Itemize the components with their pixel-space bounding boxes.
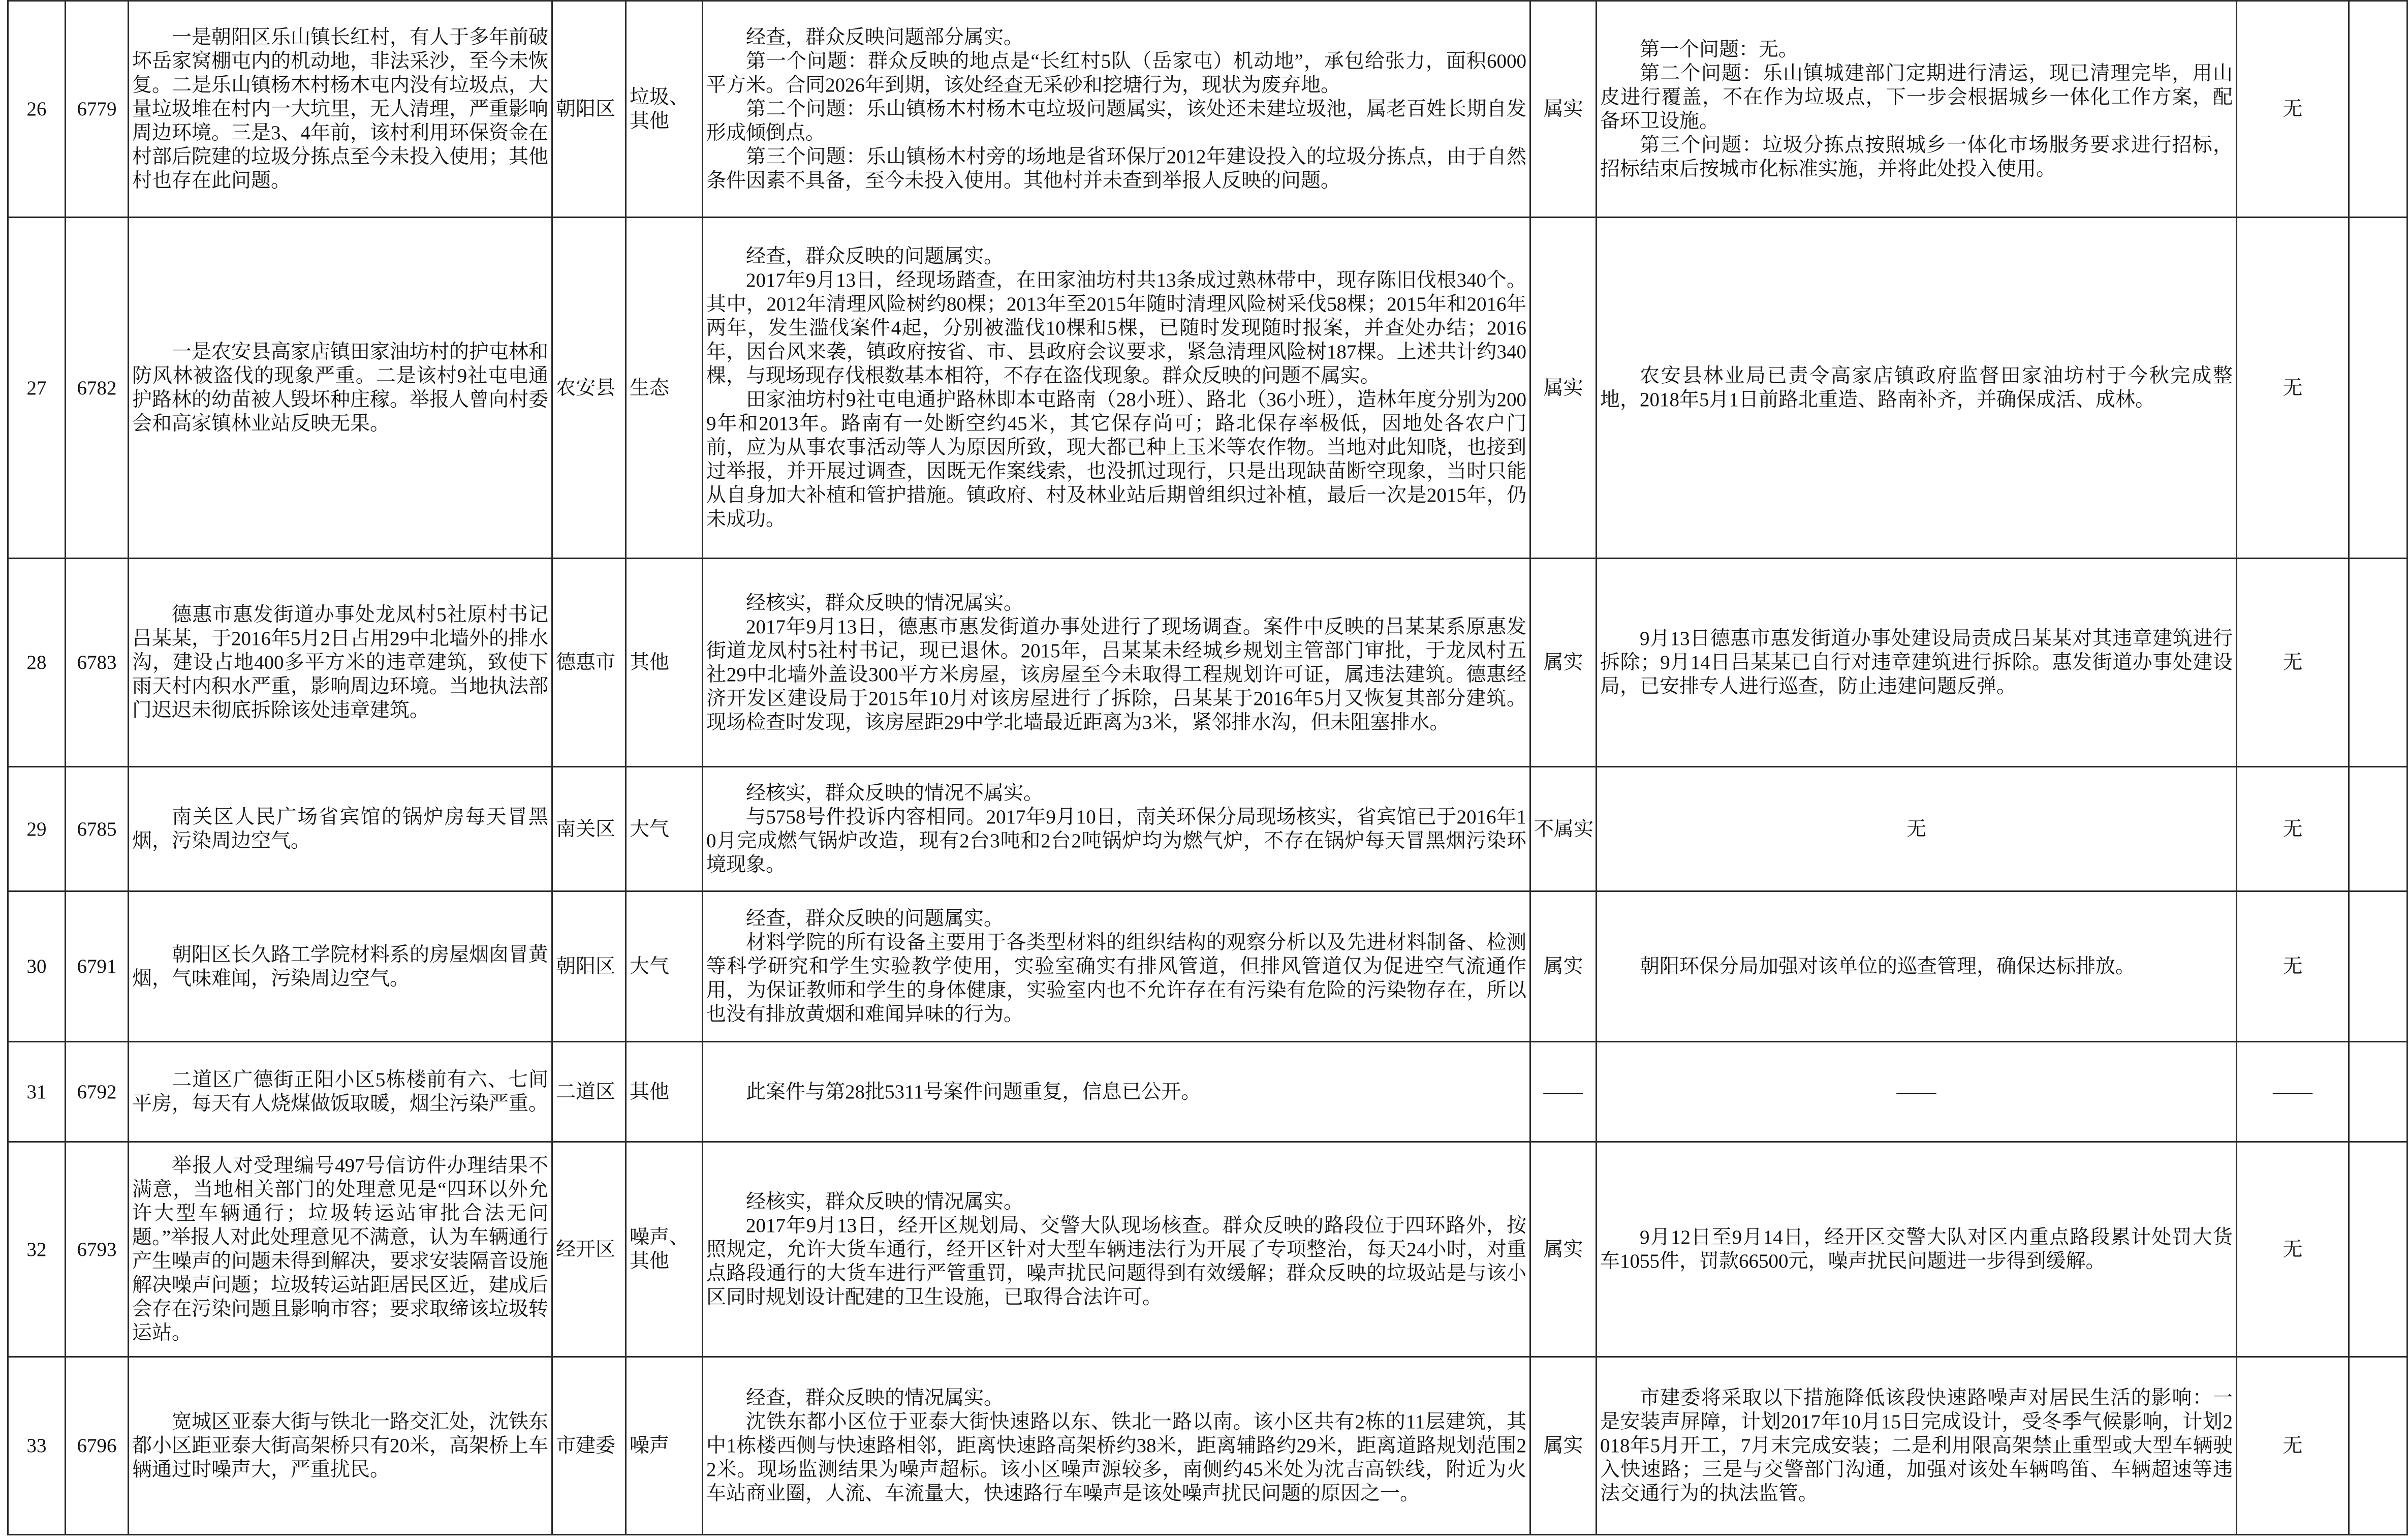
pollution-category: 垃圾、其他 [626, 1, 703, 218]
remark-cell [2349, 559, 2407, 767]
pollution-category: 生态 [626, 218, 703, 559]
table-row [8, 1042, 2407, 1142]
accountability: 无 [2237, 891, 2349, 1042]
investigation-paragraph: 经核实，群众反映的情况属实。 [746, 1190, 1024, 1213]
complaint-content [129, 1142, 552, 1357]
district: 朝阳区 [552, 891, 626, 1042]
handling-paragraph: 朝阳环保分局加强对该单位的巡查管理，确保达标排放。 [1640, 956, 2136, 977]
investigation-findings [703, 767, 1530, 891]
complaint-text: 朝阳区长久路工学院材料系的房屋烟囱冒黄烟，气味难闻，污染周边空气。 [132, 943, 549, 990]
case-id: 6783 [66, 559, 129, 767]
table-row [8, 1142, 2407, 1357]
pollution-category: 大气 [626, 891, 703, 1042]
verdict: 不属实 [1530, 767, 1597, 891]
district: 农安县 [552, 218, 626, 559]
case-id: 6782 [66, 218, 129, 559]
complaint-text: 宽城区亚泰大街与铁北一路交汇处，沈铁东都小区距亚泰大街高架桥只有20米，高架桥上车辆通过时噪声大，严重扰民。 [132, 1411, 549, 1481]
pollution-category: 其他 [626, 1042, 703, 1142]
investigation-findings [703, 1142, 1530, 1357]
row-number: 33 [8, 1357, 66, 1535]
investigation-paragraph: 经查，群众反映的情况属实。 [746, 1387, 1004, 1409]
complaint-content [129, 559, 552, 767]
handling-measures [1597, 1, 2237, 218]
table-row [8, 1357, 2407, 1535]
verdict: 属实 [1530, 891, 1597, 1042]
handling-paragraph: 第三个问题：垃圾分拣点按照城乡一体化市场服务要求进行招标，招标结束后按城市化标准实施，并将此处投入使用。 [1600, 134, 2233, 180]
handling-paragraph: 9月13日德惠市惠发街道办事处建设局责成吕某某对其违章建筑进行拆除；9月14日吕某某已自行对违章建筑进行拆除。惠发街道办事处建设局，已安排专人进行巡查，防止违建问题反弹。 [1600, 628, 2233, 697]
pollution-category: 噪声 [626, 1357, 703, 1535]
remark-cell [2349, 1042, 2407, 1142]
row-number: 31 [8, 1042, 66, 1142]
handling-measures [1597, 1357, 2237, 1535]
remark-cell [2349, 767, 2407, 891]
accountability: 无 [2237, 767, 2349, 891]
row-number: 30 [8, 891, 66, 1042]
case-id: 6785 [66, 767, 129, 891]
handling-measures: 无 [1597, 767, 2237, 891]
verdict: 属实 [1530, 1142, 1597, 1357]
investigation-paragraph: 2017年9月13日，经开区规划局、交警大队现场核查。群众反映的路段位于四环路外，按照规定，允许大货车通行，经开区针对大型车辆违法行为开展了专项整治，每天24小时，对重点路段通行的大货车进行严管重罚，噪声扰民问题得到有效缓解；群众反映的垃圾站是与该小区同时规划设计配建的卫生设施，已取得合法许可。 [706, 1214, 1526, 1308]
handling-measures [1597, 891, 2237, 1042]
row-number: 27 [8, 218, 66, 559]
remark-cell [2349, 1, 2407, 218]
remark-cell [2349, 218, 2407, 559]
investigation-findings [703, 1042, 1530, 1142]
complaint-text: 一是朝阳区乐山镇长红村，有人于多年前破坏岳家窝棚屯内的机动地，非法采沙，至今未恢复。二是乐山镇杨木村杨木屯内没有垃圾点，大量垃圾堆在村内一大坑里，无人清理，严重影响周边环境。三是3、4年前，该村利用环保资金在村部后院建的垃圾分拣点至今未投入使用；其他村也存在此问题。 [132, 26, 549, 192]
investigation-paragraph: 经核实，群众反映的情况不属实。 [746, 782, 1044, 804]
investigation-paragraph: 第二个问题：乐山镇杨木村杨木屯垃圾问题属实，该处还未建垃圾池，属老百姓长期自发形成倾倒点。 [706, 98, 1526, 144]
district: 市建委 [552, 1357, 626, 1535]
case-id: 6793 [66, 1142, 129, 1357]
accountability: 无 [2237, 1, 2349, 218]
accountability: 无 [2237, 218, 2349, 559]
district: 经开区 [552, 1142, 626, 1357]
table-row [8, 1, 2407, 218]
investigation-paragraph: 经查，群众反映问题部分属实。 [746, 26, 1024, 48]
handling-measures: —— [1597, 1042, 2237, 1142]
complaint-content [129, 218, 552, 559]
row-number: 28 [8, 559, 66, 767]
investigation-paragraph: 经查，群众反映的问题属实。 [746, 908, 1004, 930]
district: 朝阳区 [552, 1, 626, 218]
investigation-paragraph: 与5758号件投诉内容相同。2017年9月10日，南关环保分局现场核实，省宾馆已于2016年10月完成燃气锅炉改造，现有2台3吨和2台2吨锅炉均为燃气炉，不存在锅炉每天冒黑烟污染环境现象。 [706, 806, 1526, 876]
investigation-paragraph: 沈铁东都小区位于亚泰大街快速路以东、铁北一路以南。该小区共有2栋的11层建筑，其中1栋楼西侧与快速路相邻，距离快速路高架桥约38米，距离辅路约29米，距离道路规划范围22米。现场监测结果为噪声超标。该小区噪声源较多，南侧约45米处为沈吉高铁线，附近为火车站商业圈，人流、车流量大，快速路行车噪声是该处噪声扰民问题的原因之一。 [706, 1411, 1526, 1504]
complaint-content [129, 1, 552, 218]
complaint-content [129, 1357, 552, 1535]
investigation-paragraph: 第一个问题：群众反映的地点是“长红村5队（岳家屯）机动地”，承包给张力，面积6000平方米。合同2026年到期，该处经查无采砂和挖塘行为，现状为废弃地。 [706, 50, 1526, 96]
case-id: 6796 [66, 1357, 129, 1535]
investigation-findings [703, 218, 1530, 559]
investigation-paragraph: 2017年9月13日，德惠市惠发街道办事处进行了现场调查。案件中反映的吕某某系原惠发街道龙凤村5社村书记，现已退休。2015年，吕某某未经城乡规划主管部门审批，于龙凤村五社29中北墙外盖设300平方米房屋，该房屋至今未取得工程规划许可证，属违法建筑。德惠经济开发区建设局于2015年10月对该房屋进行了拆除，吕某某于2016年5月又恢复其部分建筑。现场检查时发现，该房屋距29中学北墙最近距离为3米，紧邻排水沟，但未阻塞排水。 [706, 615, 1526, 733]
investigation-paragraph: 第三个问题：乐山镇杨木村旁的场地是省环保厅2012年建设投入的垃圾分拣点，由于自然条件因素不具备，至今未投入使用。其他村并未查到举报人反映的问题。 [706, 146, 1526, 192]
investigation-findings [703, 891, 1530, 1042]
complaint-text: 举报人对受理编号497号信访件办理结果不满意，当地相关部门的处理意见是“四环以外允许大型车辆通行；垃圾转运站审批合法无问题。”举报人对此处理意见不满意，认为车辆通行产生噪声的问题未得到解决，要求安装隔音设施解决噪声问题；垃圾转运站距居民区近，建成后会存在污染问题且影响市容；要求取缔该垃圾转运站。 [132, 1155, 549, 1344]
handling-paragraph: 第二个问题：乐山镇城建部门定期进行清运，现已清理完毕，用山皮进行覆盖，不在作为垃圾点，下一步会根据城乡一体化工作方案，配备环卫设施。 [1600, 62, 2233, 132]
remark-cell [2349, 891, 2407, 1042]
pollution-category: 大气 [626, 767, 703, 891]
handling-paragraph: 第一个问题：无。 [1640, 38, 1799, 60]
complaint-content [129, 1042, 552, 1142]
remark-cell [2349, 1142, 2407, 1357]
row-number: 32 [8, 1142, 66, 1357]
table-row [8, 767, 2407, 891]
verdict: —— [1530, 1042, 1597, 1142]
district: 德惠市 [552, 559, 626, 767]
district: 南关区 [552, 767, 626, 891]
row-number: 29 [8, 767, 66, 891]
complaint-text: 一是农安县高家店镇田家油坊村的护屯林和防风林被盗伐的现象严重。二是该村9社屯电通护路林的幼苗被人毁坏种庄稼。举报人曾向村委会和高家镇林业站反映无果。 [132, 341, 549, 435]
investigation-findings [703, 1357, 1530, 1535]
row-number: 26 [8, 1, 66, 218]
table-row [8, 218, 2407, 559]
complaint-text: 南关区人民广场省宾馆的锅炉房每天冒黑烟，污染周边空气。 [132, 806, 548, 852]
handling-paragraph: 市建委将采取以下措施降低该段快速路噪声对居民生活的影响：一是安装声屏障，计划2017年10月15日完成设计，受冬季气候影响，计划2018年5月开工，7月末完成安装；二是利用限高架禁止重型或大型车辆驶入快速路；三是与交警部门沟通，加强对该处车辆鸣笛、车辆超速等违法交通行为的执法监管。 [1600, 1387, 2233, 1504]
investigation-paragraph: 经核实，群众反映的情况属实。 [746, 592, 1024, 614]
remark-cell [2349, 1357, 2407, 1535]
handling-paragraph: 农安县林业局已责令高家店镇政府监督田家油坊村于今秋完成整地，2018年5月1日前路北重造、路南补齐，并确保成活、成林。 [1600, 365, 2233, 411]
case-id: 6792 [66, 1042, 129, 1142]
verdict: 属实 [1530, 218, 1597, 559]
complaint-content [129, 767, 552, 891]
investigation-paragraph: 田家油坊村9社屯电通护路林即本屯路南（28小班）、路北（36小班），造林年度分别为2009年和2013年。路南有一处断空约45米，其它保存尚可；路北保存率极低，因地处各农户门前，应为从事农事活动等人为原因所致，现大都已种上玉米等农作物。当地对此知晓，也接到过举报，并开展过调查，因既无作案线索，也没抓过现行，只是出现缺苗断空现象，当时只能从自身加大补植和管护措施。镇政府、村及林业站后期曾组织过补植，最后一次是2015年，仍未成功。 [706, 389, 1526, 530]
accountability: 无 [2237, 1357, 2349, 1535]
complaint-text: 二道区广德街正阳小区5栋楼前有六、七间平房，每天有人烧煤做饭取暖，烟尘污染严重。 [132, 1069, 549, 1115]
verdict: 属实 [1530, 1, 1597, 218]
investigation-findings [703, 1, 1530, 218]
handling-paragraph: 9月12日至9月14日，经开区交警大队对区内重点路段累计处罚大货车1055件，罚款66500元，噪声扰民问题进一步得到缓解。 [1600, 1226, 2233, 1272]
handling-measures [1597, 559, 2237, 767]
complaint-content [129, 891, 552, 1042]
complaint-text: 德惠市惠发街道办事处龙凤村5社原村书记吕某某，于2016年5月2日占用29中北墙外的排水沟，建设占地400多平方米的违章建筑，致使下雨天村内积水严重，影响周边环境。当地执法部门迟迟未彻底拆除该处违章建筑。 [132, 604, 549, 721]
investigation-paragraph: 2017年9月13日，经现场踏查，在田家油坊村共13条成过熟林带中，现存陈旧伐根340个。其中，2012年清理风险树约80棵；2013年至2015年随时清理风险树采伐58棵；2015年和2016年两年，发生滥伐案件4起，分别被滥伐10棵和5棵，已随时发现随时报案，并查处办结；2016年，因台风来袭，镇政府按省、市、县政府会议要求，紧急清理风险树187棵。上述共计约340棵，与现场现存伐根数基本相符，不存在盗伐现象。群众反映的问题不属实。 [706, 269, 1526, 387]
accountability: 无 [2237, 1142, 2349, 1357]
district: 二道区 [552, 1042, 626, 1142]
verdict: 属实 [1530, 559, 1597, 767]
complaint-case-table [7, 0, 2408, 1535]
accountability: —— [2237, 1042, 2349, 1142]
case-id: 6791 [66, 891, 129, 1042]
handling-measures [1597, 1142, 2237, 1357]
pollution-category: 其他 [626, 559, 703, 767]
investigation-paragraph: 此案件与第28批5311号案件问题重复，信息已公开。 [746, 1081, 1201, 1103]
accountability: 无 [2237, 559, 2349, 767]
handling-measures [1597, 218, 2237, 559]
investigation-paragraph: 经查，群众反映的问题属实。 [746, 245, 1004, 267]
table-row [8, 891, 2407, 1042]
verdict: 属实 [1530, 1357, 1597, 1535]
case-id: 6779 [66, 1, 129, 218]
investigation-findings [703, 559, 1530, 767]
pollution-category: 噪声、其他 [626, 1142, 703, 1357]
investigation-paragraph: 材料学院的所有设备主要用于各类型材料的组织结构的观察分析以及先进材料制备、检测等科学研究和学生实验教学使用，实验室确实有排风管道，但排风管道仅为促进空气流通作用，为保证教师和学生的身体健康，实验室内也不允许存在有污染有危险的污染物存在，所以也没有排放黄烟和难闻异味的行为。 [706, 932, 1526, 1025]
table-row [8, 559, 2407, 767]
